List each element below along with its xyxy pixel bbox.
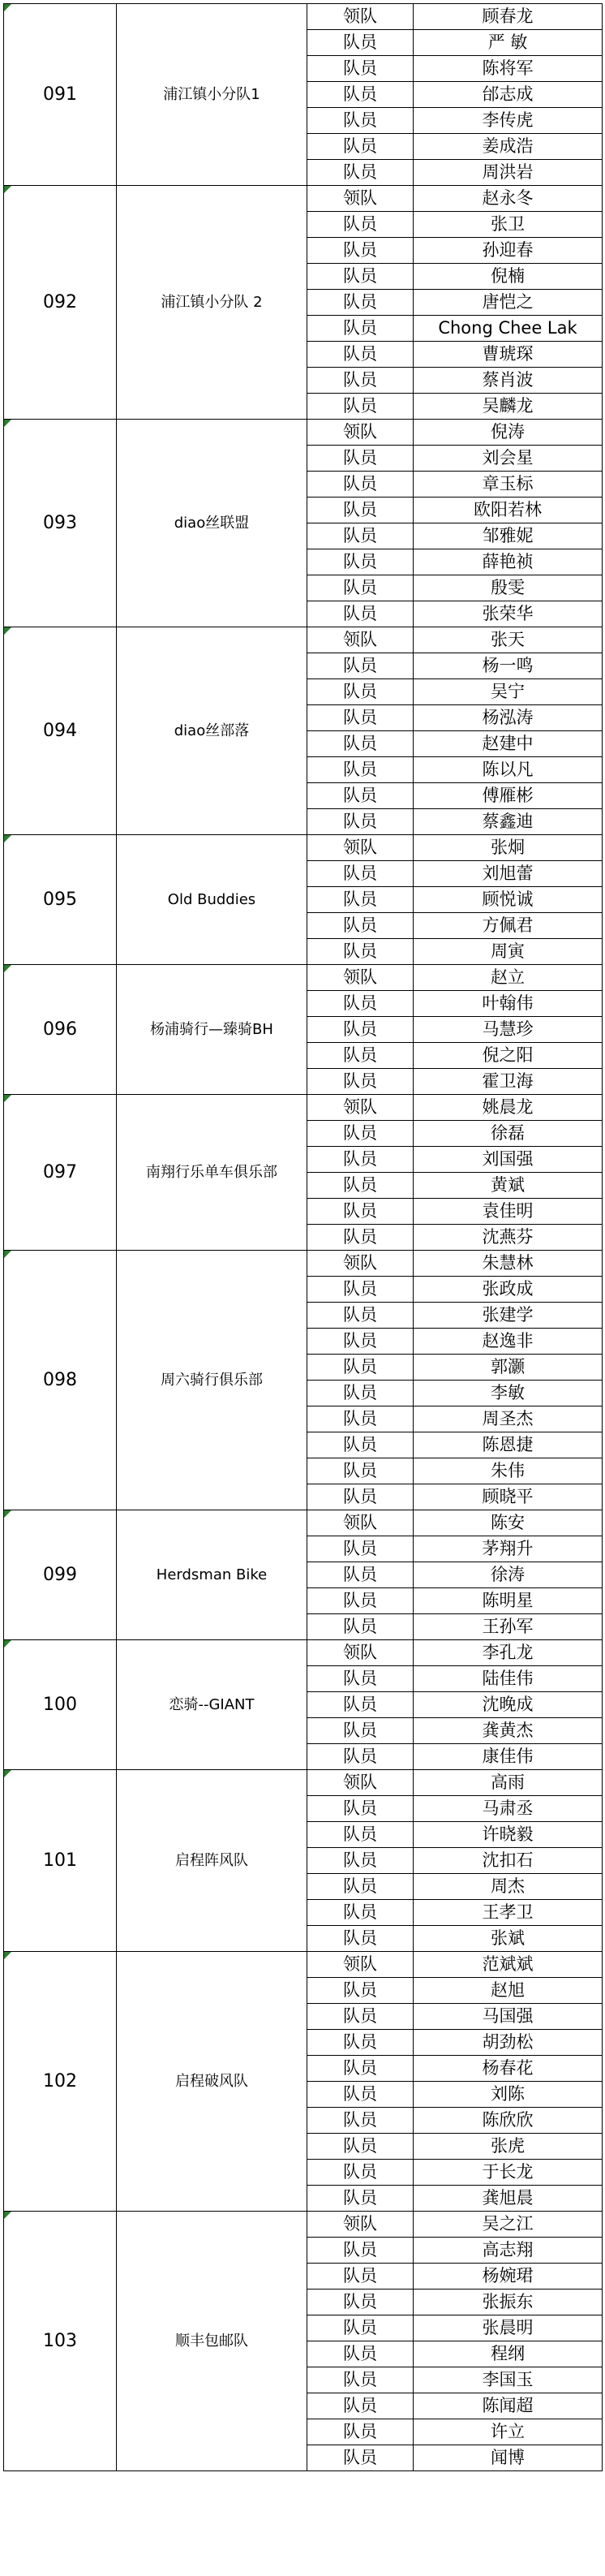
member-role: 领队: [307, 420, 414, 446]
team-number: 099: [4, 1510, 117, 1640]
member-name: 沈晚成: [414, 1692, 603, 1718]
member-row: [4, 965, 603, 991]
member-name: 陈将军: [414, 56, 603, 82]
member-name: 章玉标: [414, 472, 603, 498]
team-roster-table: [3, 3, 603, 2471]
member-role: 队员: [307, 2315, 414, 2341]
member-name: 马慧珍: [414, 1017, 603, 1043]
member-role: 队员: [307, 939, 414, 965]
member-row: [4, 4, 603, 30]
member-name: 张天: [414, 627, 603, 653]
member-role: 队员: [307, 1978, 414, 2004]
member-name: 赵旭: [414, 1978, 603, 2004]
team-name: 启程破风队: [117, 1952, 307, 2212]
member-name: 周圣杰: [414, 1406, 603, 1432]
member-role: 队员: [307, 549, 414, 575]
member-role: 领队: [307, 1251, 414, 1277]
member-role: 领队: [307, 2212, 414, 2238]
member-role: 队员: [307, 1458, 414, 1484]
member-name: 吴之江: [414, 2212, 603, 2238]
member-name: 蔡鑫迪: [414, 809, 603, 835]
member-role: 队员: [307, 653, 414, 679]
member-role: 队员: [307, 394, 414, 420]
member-role: 队员: [307, 1562, 414, 1588]
member-name: 王孝卫: [414, 1900, 603, 1926]
team-number: 102: [4, 1952, 117, 2212]
member-role: 队员: [307, 160, 414, 186]
member-role: 队员: [307, 1199, 414, 1225]
member-name: 刘陈: [414, 2082, 603, 2108]
member-name: 杨一鸣: [414, 653, 603, 679]
member-role: 领队: [307, 1952, 414, 1978]
member-name: 李孔龙: [414, 1640, 603, 1666]
member-role: 队员: [307, 212, 414, 238]
member-role: 队员: [307, 2290, 414, 2315]
member-role: 队员: [307, 705, 414, 731]
member-name: 程纲: [414, 2341, 603, 2367]
member-name: 于长龙: [414, 2160, 603, 2186]
member-name: 刘会星: [414, 446, 603, 472]
member-name: 袁佳明: [414, 1199, 603, 1225]
member-name: 胡劲松: [414, 2030, 603, 2056]
member-name: 霍卫海: [414, 1069, 603, 1095]
member-role: 队员: [307, 56, 414, 82]
member-role: 队员: [307, 1406, 414, 1432]
member-role: 队员: [307, 2030, 414, 2056]
team-number: 098: [4, 1251, 117, 1510]
member-name: 沈燕芬: [414, 1225, 603, 1251]
member-name: 赵建中: [414, 731, 603, 757]
member-role: 队员: [307, 783, 414, 809]
member-name: 顾春龙: [414, 4, 603, 30]
member-name: 李传虎: [414, 108, 603, 134]
member-name: 顾晓平: [414, 1484, 603, 1510]
member-row: [4, 1640, 603, 1666]
member-name: 张卫: [414, 212, 603, 238]
member-role: 队员: [307, 1900, 414, 1926]
member-name: 张荣华: [414, 601, 603, 627]
member-role: 队员: [307, 1173, 414, 1199]
member-name: 欧阳若林: [414, 498, 603, 523]
team-name: 启程阵风队: [117, 1770, 307, 1952]
member-row: [4, 1952, 603, 1978]
member-name: 陈以凡: [414, 757, 603, 783]
member-name: 龚旭晨: [414, 2186, 603, 2212]
member-row: [4, 1251, 603, 1277]
member-role: 队员: [307, 1588, 414, 1614]
member-name: 赵逸非: [414, 1329, 603, 1355]
member-role: 队员: [307, 1874, 414, 1900]
member-name: 许立: [414, 2419, 603, 2445]
member-role: 队员: [307, 2004, 414, 2030]
member-role: 队员: [307, 2108, 414, 2134]
member-role: 队员: [307, 290, 414, 316]
member-role: 队员: [307, 991, 414, 1017]
member-role: 队员: [307, 2264, 414, 2290]
member-name: 倪之阳: [414, 1043, 603, 1069]
member-role: 队员: [307, 2367, 414, 2393]
member-name: 倪楠: [414, 264, 603, 290]
team-number: 101: [4, 1770, 117, 1952]
member-role: 队员: [307, 368, 414, 394]
member-name: 王孙军: [414, 1614, 603, 1640]
member-name: 吴麟龙: [414, 394, 603, 420]
team-name: 浦江镇小分队1: [117, 4, 307, 186]
member-row: [4, 627, 603, 653]
team-name: 杨浦骑行—臻骑BH: [117, 965, 307, 1095]
member-role: 队员: [307, 2160, 414, 2186]
member-role: 队员: [307, 1432, 414, 1458]
team-name: Old Buddies: [117, 835, 307, 965]
member-name: 高雨: [414, 1770, 603, 1796]
member-row: [4, 420, 603, 446]
member-role: 队员: [307, 731, 414, 757]
member-role: 队员: [307, 264, 414, 290]
team-name: 恋骑--GIANT: [117, 1640, 307, 1770]
member-name: 徐磊: [414, 1121, 603, 1147]
team-name: 周六骑行俱乐部: [117, 1251, 307, 1510]
member-role: 队员: [307, 1718, 414, 1744]
member-name: 方佩君: [414, 913, 603, 939]
member-name: 陈明星: [414, 1588, 603, 1614]
member-name: 严 敏: [414, 30, 603, 56]
team-number: 095: [4, 835, 117, 965]
member-row: [4, 1770, 603, 1796]
member-name: 杨泓涛: [414, 705, 603, 731]
member-role: 队员: [307, 1484, 414, 1510]
member-role: 领队: [307, 1640, 414, 1666]
member-row: [4, 2212, 603, 2238]
member-role: 队员: [307, 342, 414, 368]
member-name: 杨春花: [414, 2056, 603, 2082]
member-role: 队员: [307, 575, 414, 601]
member-role: 队员: [307, 1329, 414, 1355]
team-number: 094: [4, 627, 117, 835]
member-name: 邹雅妮: [414, 523, 603, 549]
member-name: 沈扣石: [414, 1848, 603, 1874]
member-role: 队员: [307, 238, 414, 264]
member-role: 领队: [307, 1510, 414, 1536]
member-role: 队员: [307, 1225, 414, 1251]
member-role: 队员: [307, 1017, 414, 1043]
member-role: 队员: [307, 1355, 414, 1381]
member-role: 队员: [307, 1536, 414, 1562]
member-role: 队员: [307, 913, 414, 939]
member-name: 姜成浩: [414, 134, 603, 160]
member-role: 队员: [307, 601, 414, 627]
member-name: 顾悦诚: [414, 887, 603, 913]
member-role: 队员: [307, 30, 414, 56]
member-name: 李敏: [414, 1381, 603, 1406]
member-role: 队员: [307, 861, 414, 887]
member-row: [4, 186, 603, 212]
member-name: 张炯: [414, 835, 603, 861]
member-name: Chong Chee Lak: [414, 316, 603, 342]
member-role: 队员: [307, 757, 414, 783]
member-role: 队员: [307, 1822, 414, 1848]
member-role: 队员: [307, 2393, 414, 2419]
member-name: 赵永冬: [414, 186, 603, 212]
member-role: 队员: [307, 1926, 414, 1952]
member-role: 领队: [307, 4, 414, 30]
member-name: 茅翔升: [414, 1536, 603, 1562]
member-name: 陈恩捷: [414, 1432, 603, 1458]
member-role: 队员: [307, 134, 414, 160]
member-role: 队员: [307, 2419, 414, 2445]
member-name: 唐恺之: [414, 290, 603, 316]
member-name: 张建学: [414, 1303, 603, 1329]
member-name: 张政成: [414, 1277, 603, 1303]
member-role: 队员: [307, 472, 414, 498]
member-name: 薛艳祯: [414, 549, 603, 575]
team-name: Herdsman Bike: [117, 1510, 307, 1640]
team-name: 南翔行乐单车俱乐部: [117, 1095, 307, 1251]
member-name: 许晓毅: [414, 1822, 603, 1848]
member-name: 刘旭蕾: [414, 861, 603, 887]
team-number: 103: [4, 2212, 117, 2471]
team-name: diao丝部落: [117, 627, 307, 835]
member-name: 吴宁: [414, 679, 603, 705]
member-name: 马国强: [414, 2004, 603, 2030]
team-number: 093: [4, 420, 117, 627]
member-role: 队员: [307, 1848, 414, 1874]
member-name: 姚晨龙: [414, 1095, 603, 1121]
member-role: 队员: [307, 446, 414, 472]
member-role: 队员: [307, 2134, 414, 2160]
member-role: 队员: [307, 1666, 414, 1692]
member-name: 龚黄杰: [414, 1718, 603, 1744]
member-name: 范斌斌: [414, 1952, 603, 1978]
member-name: 蔡肖波: [414, 368, 603, 394]
member-role: 队员: [307, 2341, 414, 2367]
member-role: 队员: [307, 809, 414, 835]
member-role: 队员: [307, 1744, 414, 1770]
member-name: 倪涛: [414, 420, 603, 446]
member-role: 队员: [307, 1614, 414, 1640]
member-row: [4, 835, 603, 861]
member-name: 张晨明: [414, 2315, 603, 2341]
team-number: 097: [4, 1095, 117, 1251]
member-name: 陈欣欣: [414, 2108, 603, 2134]
member-role: 队员: [307, 2082, 414, 2108]
member-role: 队员: [307, 108, 414, 134]
member-role: 领队: [307, 186, 414, 212]
member-name: 殷雯: [414, 575, 603, 601]
team-name: diao丝联盟: [117, 420, 307, 627]
member-role: 队员: [307, 2445, 414, 2471]
member-name: 陈安: [414, 1510, 603, 1536]
member-name: 朱慧林: [414, 1251, 603, 1277]
team-number: 091: [4, 4, 117, 186]
member-name: 陆佳伟: [414, 1666, 603, 1692]
team-name: 顺丰包邮队: [117, 2212, 307, 2471]
member-role: 领队: [307, 965, 414, 991]
member-role: 队员: [307, 523, 414, 549]
member-name: 周洪岩: [414, 160, 603, 186]
member-name: 陈闻超: [414, 2393, 603, 2419]
member-name: 孙迎春: [414, 238, 603, 264]
member-name: 闻博: [414, 2445, 603, 2471]
member-name: 傅雁彬: [414, 783, 603, 809]
member-name: 张斌: [414, 1926, 603, 1952]
member-role: 队员: [307, 1381, 414, 1406]
member-role: 队员: [307, 1692, 414, 1718]
member-name: 李国玉: [414, 2367, 603, 2393]
member-role: 队员: [307, 1303, 414, 1329]
member-name: 徐涛: [414, 1562, 603, 1588]
member-role: 领队: [307, 627, 414, 653]
team-name: 浦江镇小分队 2: [117, 186, 307, 420]
team-number: 096: [4, 965, 117, 1095]
member-role: 队员: [307, 1147, 414, 1173]
member-role: 队员: [307, 316, 414, 342]
member-role: 队员: [307, 1277, 414, 1303]
member-role: 队员: [307, 82, 414, 108]
member-row: [4, 1095, 603, 1121]
member-role: 队员: [307, 887, 414, 913]
member-name: 周杰: [414, 1874, 603, 1900]
member-name: 康佳伟: [414, 1744, 603, 1770]
member-name: 高志翔: [414, 2238, 603, 2264]
member-name: 张振东: [414, 2290, 603, 2315]
member-role: 队员: [307, 498, 414, 523]
member-name: 郭灏: [414, 1355, 603, 1381]
member-role: 领队: [307, 1095, 414, 1121]
member-role: 队员: [307, 1796, 414, 1822]
member-role: 领队: [307, 835, 414, 861]
team-number: 092: [4, 186, 117, 420]
member-name: 杨婉珺: [414, 2264, 603, 2290]
member-name: 马肃丞: [414, 1796, 603, 1822]
member-name: 朱伟: [414, 1458, 603, 1484]
member-row: [4, 1510, 603, 1536]
member-role: 队员: [307, 679, 414, 705]
member-role: 队员: [307, 2186, 414, 2212]
member-role: 队员: [307, 1121, 414, 1147]
member-name: 黄斌: [414, 1173, 603, 1199]
roster-body: [4, 4, 603, 2471]
member-role: 队员: [307, 2238, 414, 2264]
member-role: 队员: [307, 2056, 414, 2082]
member-name: 曹琥琛: [414, 342, 603, 368]
member-role: 队员: [307, 1069, 414, 1095]
team-number: 100: [4, 1640, 117, 1770]
member-name: 叶翰伟: [414, 991, 603, 1017]
member-name: 周寅: [414, 939, 603, 965]
member-role: 队员: [307, 1043, 414, 1069]
member-name: 邰志成: [414, 82, 603, 108]
member-role: 领队: [307, 1770, 414, 1796]
member-name: 张虎: [414, 2134, 603, 2160]
member-name: 刘国强: [414, 1147, 603, 1173]
member-name: 赵立: [414, 965, 603, 991]
